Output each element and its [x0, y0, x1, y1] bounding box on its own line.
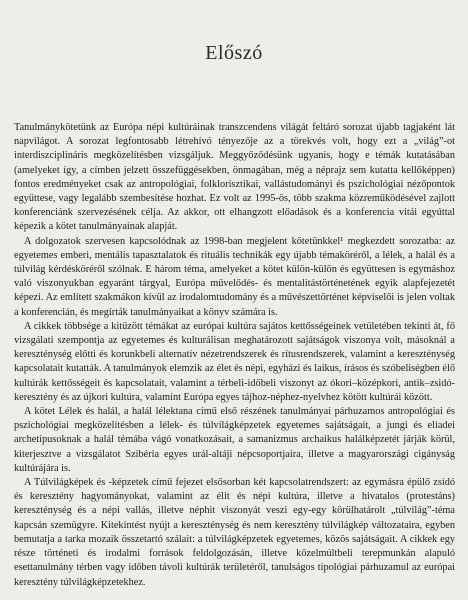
- paragraph-3: A cikkek többsége a kitűzött témákat az európai kultúra sajátos kettősségeinek vetületében tekinti át, fő vizsgálati szempontja az egyetemes és kulturálisan meghatározott sajátságok viszonya volt, másoknál a kereszténység előtti és korunkbeli alternatív nézetrendszerek és rítusrendszerek, valamint a kereszténység kapcsolatait kutatták. A tanulmányok elemzik az élet és népi, egyházi és laikus, írásos és szóbeliségben élő kultúrák kettősségeit és kapcsolatait, valamint a térbeli-időbeli viszonyt az ókori–középkori, antik–zsidó-keresztény és az újkori kultúra, valamint Európa egyes tájhoz-néphez-nyelvhez kötött kultúrái között.: [14, 320, 455, 403]
- page-title: Előszó: [205, 42, 263, 64]
- paragraph-5: A Túlvilágképek és -képzetek című fejezet elsősorban két kapcsolatrendszert: az egymásra épülő zsidó és keresztény hagyományokat, valamint az élit és népi kultúra, illetve a hivatalos (protestáns) kereszténység és a népi vallás, illetve néphit viszonyát veszi egy-egy körülhatárolt „túlvilág”-téma kapcsán szemügyre. Kitekintést nyújt a kereszténység és nem keresztény túlvilágkép változataira, egyben bemutatja a tarka mozaik összetartó szálait: a túlvilágképzetek egyetemes, közös sajátságait. A cikkek egy része történeti és irodalmi források feldolgozásán, illetve közelmúltbeli terepmunkán alapuló esettanulmány térben vagy időben távoli kultúrák területéről, tanulságos tipológiai párhuzamul az európai keresztény túlvilágképzetekhez.: [14, 477, 455, 588]
- paragraph-4: A kötet Lélek és halál, a halál lélektana című első részének tanulmányai párhuzamos antropológiai és pszichológiai megközelítésben a lélek- és túlvilágképzetek egyetemes sajátságait, a jungi és eliadei archetípusoknak a halál témába vágó vonatkozásait, a samanizmus archaikus halálképzetét járják körül, kiterjesztve a vizsgálatot Szibéria egyes urál-altáji népcsoportjaira, illetve a magyarországi cigányság kultúrájára is.: [14, 406, 455, 474]
- paragraph-1: Tanulmánykötetünk az Európa népi kultúráinak transzcendens világát feltáró sorozat újabb tagjaként lát napvilágot. A sorozat legfontosabb létrehívó tényezője az a törekvés volt, hogy ezt a „világ”-ot interdiszciplináris megközelítésben vizsgáljuk. Meggyőződésünk ugyanis, hogy e témák kutatásában (amelyeket így, a címben jelzett összefüggésekben, önmagában, még a néprajz sem kutatta kellőképpen) fontos eredményeket csak az antropológiai, folklorisztikai, vallástudományi és pszichológiai nézőpontok együttese, vagy legalább szembesítése hozhat. Ez volt az 1995-ös, több szakma közreműködésével zajlott konferenciánk szervezésének célja. Az akkor, ott elhangzott előadások és a konferencia vitái egyúttal képezik a kötet tanulmányainak alapját.: [14, 122, 455, 233]
- body-text: [14, 121, 455, 590]
- paragraph-2: A dolgozatok szervesen kapcsolódnak az 1998-ban megjelent kötetünkkel¹ megkezdett sorozatba: az egyetemes emberi, mentális tapasztalatok és rituális technikák egy újabb témaköréről, a lélek, a halál és a túlvilág kérdésköréről szólnak. E három téma, amelyeket a kötet külön-külön és együttesen is egymáshoz való viszonyukban egyaránt tárgyal, Európa művelődés- és mentalitástörténetének egyik alapfejezetét képezi. Az említett szakmákon kívül az irodalomtudomány és a művészettörténet képviselői is jelen voltak a konferencián, és megírták tanulmányaikat a könyv számára is.: [14, 235, 455, 318]
